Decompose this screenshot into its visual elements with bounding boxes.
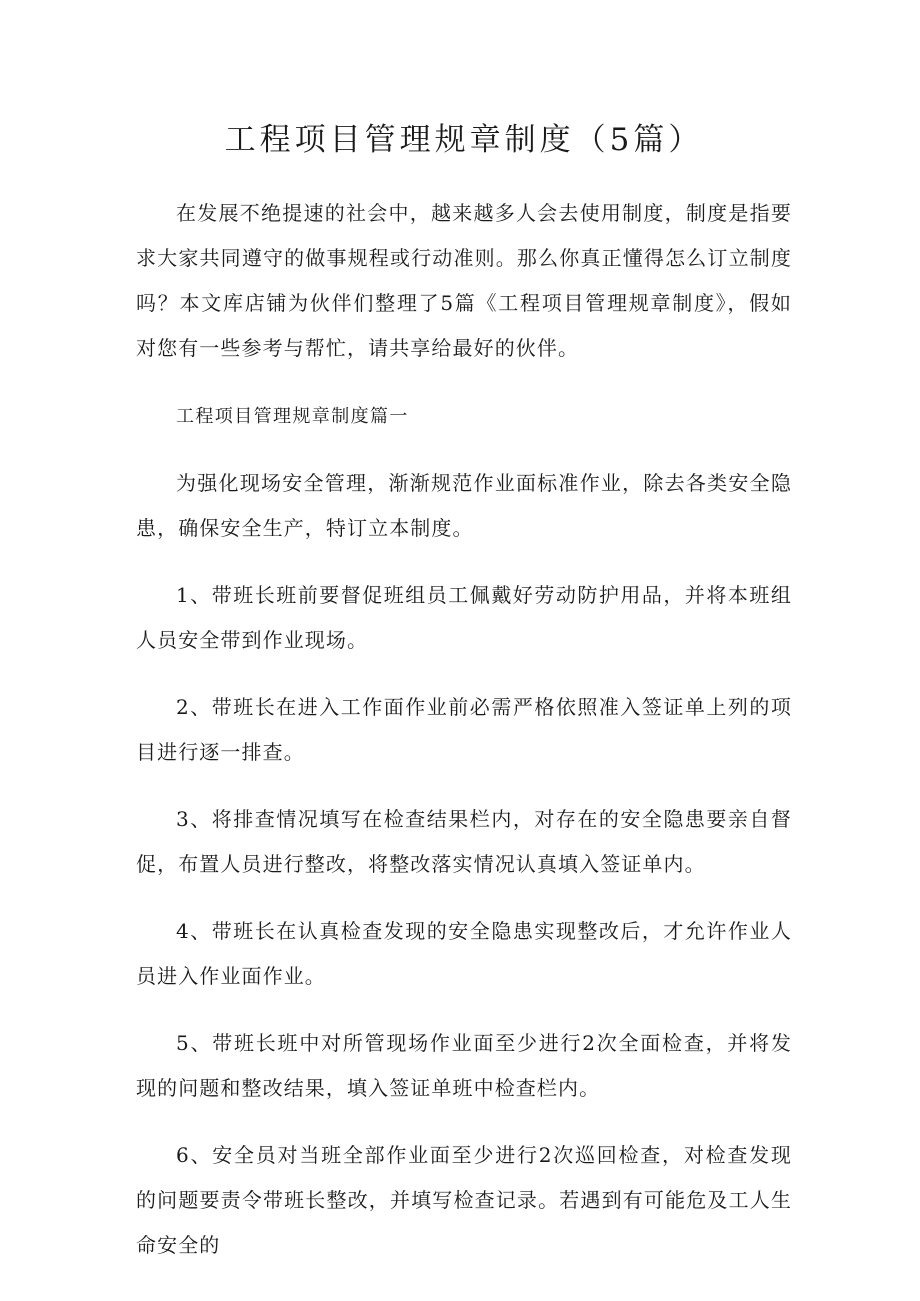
- rule-item-3: 3、将排查情况填写在检查结果栏内，对存在的安全隐患要亲自督促，布置人员进行整改，将整改落实情况认真填入签证单内。: [136, 807, 792, 876]
- intro-paragraph: 在发展不绝提速的社会中，越来越多人会去使用制度，制度是指要求大家共同遵守的做事规程或行动准则。那么你真正懂得怎么订立制度吗？本文库店铺为伙伴们整理了5篇《工程项目管理规章制度》，假如对您有一些参考与帮忙，请共享给最好的伙伴。: [136, 201, 792, 360]
- section-heading: 工程项目管理规章制度篇一: [176, 406, 409, 427]
- document-title: 工程项目管理规章制度（5篇）: [224, 122, 704, 158]
- rule-item-6: 6、安全员对当班全部作业面至少进行2次巡回检查，对检查发现的问题要责令带班长整改，并填写检查记录。若遇到有可能危及工人生命安全的: [136, 1143, 792, 1257]
- rule-item-1: 1、带班长班前要督促班组员工佩戴好劳动防护用品，并将本班组人员安全带到作业现场。: [136, 583, 792, 652]
- purpose-paragraph: 为强化现场安全管理，渐渐规范作业面标准作业，除去各类安全隐患，确保安全生产，特订立本制度。: [136, 471, 792, 540]
- rule-item-5: 5、带班长班中对所管现场作业面至少进行2次全面检查，并将发现的问题和整改结果，填入签证单班中检查栏内。: [136, 1031, 792, 1100]
- rule-item-2: 2、带班长在进入工作面作业前必需严格依照准入签证单上列的项目进行逐一排查。: [136, 695, 792, 764]
- rule-item-4: 4、带班长在认真检查发现的安全隐患实现整改后，才允许作业人员进入作业面作业。: [136, 919, 792, 988]
